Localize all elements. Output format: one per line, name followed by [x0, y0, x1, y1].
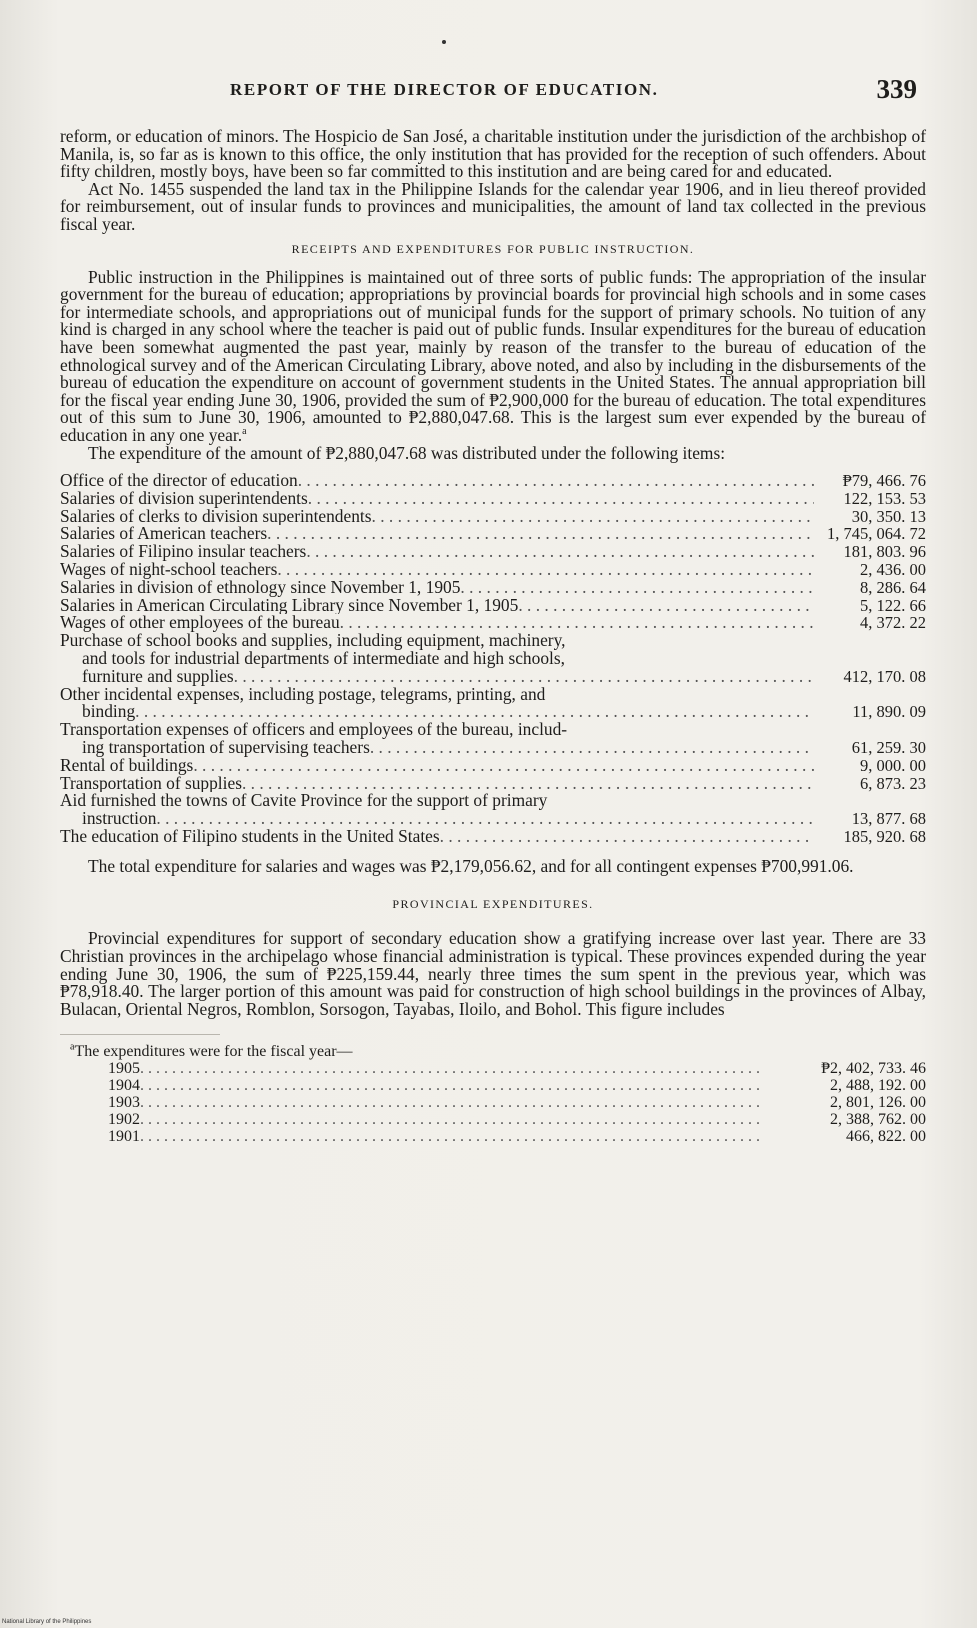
expenditure-label — [60, 632, 814, 685]
expenditure-amount: 11, 890. 09 — [852, 702, 926, 722]
expenditure-amount: 30, 350. 13 — [851, 506, 926, 526]
expenditure-row — [60, 614, 926, 632]
expenditure-row — [60, 490, 926, 508]
footnote-amount: 466, 822. 00 — [846, 1128, 926, 1146]
expenditure-label-line: Transportation expenses of officers and employees of the bureau, includ- — [60, 721, 568, 740]
expenditure-label-line: ing transportation of supervising teachers . . . — [60, 739, 814, 757]
expenditure-list — [60, 472, 926, 846]
expenditure-row — [60, 579, 926, 597]
expenditure-label: Wages of night-school teachers . . . — [60, 561, 814, 579]
expenditure-row — [60, 472, 926, 490]
section-heading-provincial: PROVINCIAL EXPENDITURES. — [392, 897, 594, 912]
footnote-year-row — [60, 1094, 926, 1111]
expenditure-label: Salaries of Filipino insular teachers . . . — [60, 543, 814, 561]
footnote-year: 1901 — [108, 1128, 140, 1146]
expenditure-row — [60, 792, 926, 828]
expenditure-amount: 9, 000. 00 — [860, 755, 926, 775]
expenditure-row — [60, 757, 926, 775]
footnote-amount: 2, 388, 762. 00 — [830, 1111, 926, 1129]
footnote-year-row — [60, 1060, 926, 1077]
expenditure-amount: 181, 803. 96 — [843, 542, 926, 562]
expenditure-row — [60, 525, 926, 543]
expenditure-label: Salaries of division superintendents . . . — [60, 490, 814, 508]
expenditure-row — [60, 632, 926, 685]
paragraph-public-instruction-text: Public instruction in the Philippines is maintained out of three sorts of public funds: The appropriation of the insular government for the bureau of education; appropriations by provincial boards for provincial high schools and in some cases for intermediate schools, and appropriations out of municipal funds for the support of primary schools. No tuition of any kind is charged in any school where the teacher is paid out of public funds. Insular expenditures for the bureau of education have been somewhat augmented the past year, mainly by reason of the transfer to the bureau of education of the ethnological survey and of the American Circulating Library, above noted, and also by including in the disbursements of the bureau of education the expenditure on account of government students in the United States. The annual appropriation bill for the fiscal year ending June 30, 1906, provided the sum of ₱2,900,000 for the bureau of education. The total expenditures out of this sum to June 30, 1906, amounted to ₱2,880,047.68. This is the largest sum ever expended by the bureau of education in any one year. — [60, 266, 926, 445]
paragraph-provincial: Provincial expenditures for support of secondary education show a gratifying increase over last year. There are 33 Christian provinces in the archipelago whose financial administration is typical. These provinces expended during the year ending June 30, 1906, the sum of ₱225,159.44, nearly three times the sum spent in the previous year, which was ₱78,918.40. The larger portion of this amount was paid for construction of high school buildings in the provinces of Albay, Bulacan, Oriental Negros, Romblon, Sorsogon, Tayabas, Iloilo, and Bohol. This figure includes — [60, 928, 926, 1019]
footnote-intro: The expenditures were for the fiscal year— — [74, 1043, 353, 1061]
expenditure-row — [60, 775, 926, 793]
expenditure-label — [60, 686, 814, 722]
expenditure-label-line: Purchase of school books and supplies, including equipment, machinery, — [60, 632, 566, 651]
footnote-rule — [60, 1034, 220, 1035]
footnote-year: 1902 — [108, 1111, 140, 1129]
expenditure-label-line: Aid furnished the towns of Cavite Province for the support of primary — [60, 792, 548, 811]
expenditure-label: Office of the director of education . . . — [60, 472, 814, 490]
expenditure-label: Salaries in American Circulating Library since November 1, 1905 . . . — [60, 597, 814, 615]
footnote-mark: a — [70, 1042, 75, 1054]
expenditure-label: Salaries of clerks to division superintendents . . . — [60, 508, 814, 526]
expenditure-row — [60, 686, 926, 722]
paragraph-public-instruction — [60, 266, 926, 445]
section-heading-receipts: RECEIPTS AND EXPENDITURES FOR PUBLIC INSTRUCTION. — [291, 241, 695, 256]
running-head: REPORT OF THE DIRECTOR OF EDUCATION. — [230, 80, 659, 99]
expenditure-row — [60, 543, 926, 561]
expenditure-amount: 1, 745, 064. 72 — [827, 524, 926, 544]
expenditure-amount: 4, 372. 22 — [860, 613, 926, 633]
footnote-year-row — [60, 1111, 926, 1128]
expenditure-row — [60, 561, 926, 579]
expenditure-label-line: instruction . . . — [60, 810, 814, 828]
expenditure-label: Transportation of supplies . . . — [60, 775, 814, 793]
expenditure-label-line: furniture and supplies . . . — [60, 668, 814, 686]
footnote-year-row — [60, 1077, 926, 1094]
expenditure-label — [60, 721, 814, 757]
footnote-year: 1904 — [108, 1077, 140, 1095]
page-header — [60, 74, 917, 108]
paragraph-minors: reform, or education of minors. The Hospicio de San José, a charitable institution under the jurisdiction of the archbishop of Manila, is, so far as is known to this office, the only institution that has provided for the reception of such offenders. About fifty children, mostly boys, have been so far committed to this institution and are being cared for and educated. — [60, 126, 926, 182]
expenditure-amount: 6, 873. 23 — [860, 773, 926, 793]
expenditure-label: Rental of buildings . . . — [60, 757, 814, 775]
expenditure-label-line: and tools for industrial departments of intermediate and high schools, — [82, 648, 565, 669]
expenditure-amount: 122, 153. 53 — [843, 488, 926, 508]
expenditure-label: Salaries in division of ethnology since November 1, 1905 . . . — [60, 579, 814, 597]
paragraph-land-tax: Act No. 1455 suspended the land tax in the Philippine Islands for the calendar year 1906, and in lieu thereof provided for reimbursement, out of insular funds to provinces and municipalities, the amount of land tax collected in the previous fiscal year. — [60, 178, 926, 234]
expenditure-amount: 61, 259. 30 — [851, 738, 926, 758]
expenditure-amount: ₱79, 466. 76 — [842, 471, 926, 491]
expenditure-label: Salaries of American teachers . . . — [60, 525, 814, 543]
page-number: 339 — [876, 74, 917, 104]
expenditure-amount: 2, 436. 00 — [860, 560, 926, 580]
page-body — [60, 128, 926, 1145]
expenditure-row — [60, 597, 926, 615]
footnote-year-row — [60, 1128, 926, 1145]
expenditure-amount: 5, 122. 66 — [860, 595, 926, 615]
expenditure-label: Wages of other employees of the bureau . . . — [60, 614, 814, 632]
paragraph-distribution: The expenditure of the amount of ₱2,880,047.68 was distributed under the following items: — [88, 442, 726, 463]
expenditure-amount: 8, 286. 64 — [860, 577, 926, 597]
expenditure-label — [60, 792, 814, 828]
footnote-year: 1905 — [108, 1060, 140, 1078]
ink-speck — [442, 40, 446, 44]
expenditure-label-line: Other incidental expenses, including postage, telegrams, printing, and — [60, 685, 546, 704]
expenditure-label-line: binding . . . — [60, 703, 814, 721]
footnote — [60, 1043, 926, 1145]
expenditure-amount: 412, 170. 08 — [843, 666, 926, 686]
footnote-year: 1903 — [108, 1094, 140, 1112]
expenditure-row — [60, 721, 926, 757]
footnote-amount: ₱2, 402, 733. 46 — [821, 1060, 926, 1078]
paragraph-total-salaries: The total expenditure for salaries and wages was ₱2,179,056.62, and for all contingent expenses ₱700,991.06. — [88, 855, 854, 876]
expenditure-row — [60, 828, 926, 846]
expenditure-amount: 13, 877. 68 — [851, 809, 926, 829]
footnote-rows — [60, 1060, 926, 1145]
scan-credit: National Library of the Philippines — [2, 1619, 92, 1625]
footnote-reference: a — [242, 426, 247, 438]
expenditure-row — [60, 508, 926, 526]
footnote-amount: 2, 488, 192. 00 — [830, 1077, 926, 1095]
expenditure-amount: 185, 920. 68 — [843, 827, 926, 847]
footnote-amount: 2, 801, 126. 00 — [830, 1094, 926, 1112]
expenditure-label: The education of Filipino students in the United States . . . — [60, 828, 814, 846]
